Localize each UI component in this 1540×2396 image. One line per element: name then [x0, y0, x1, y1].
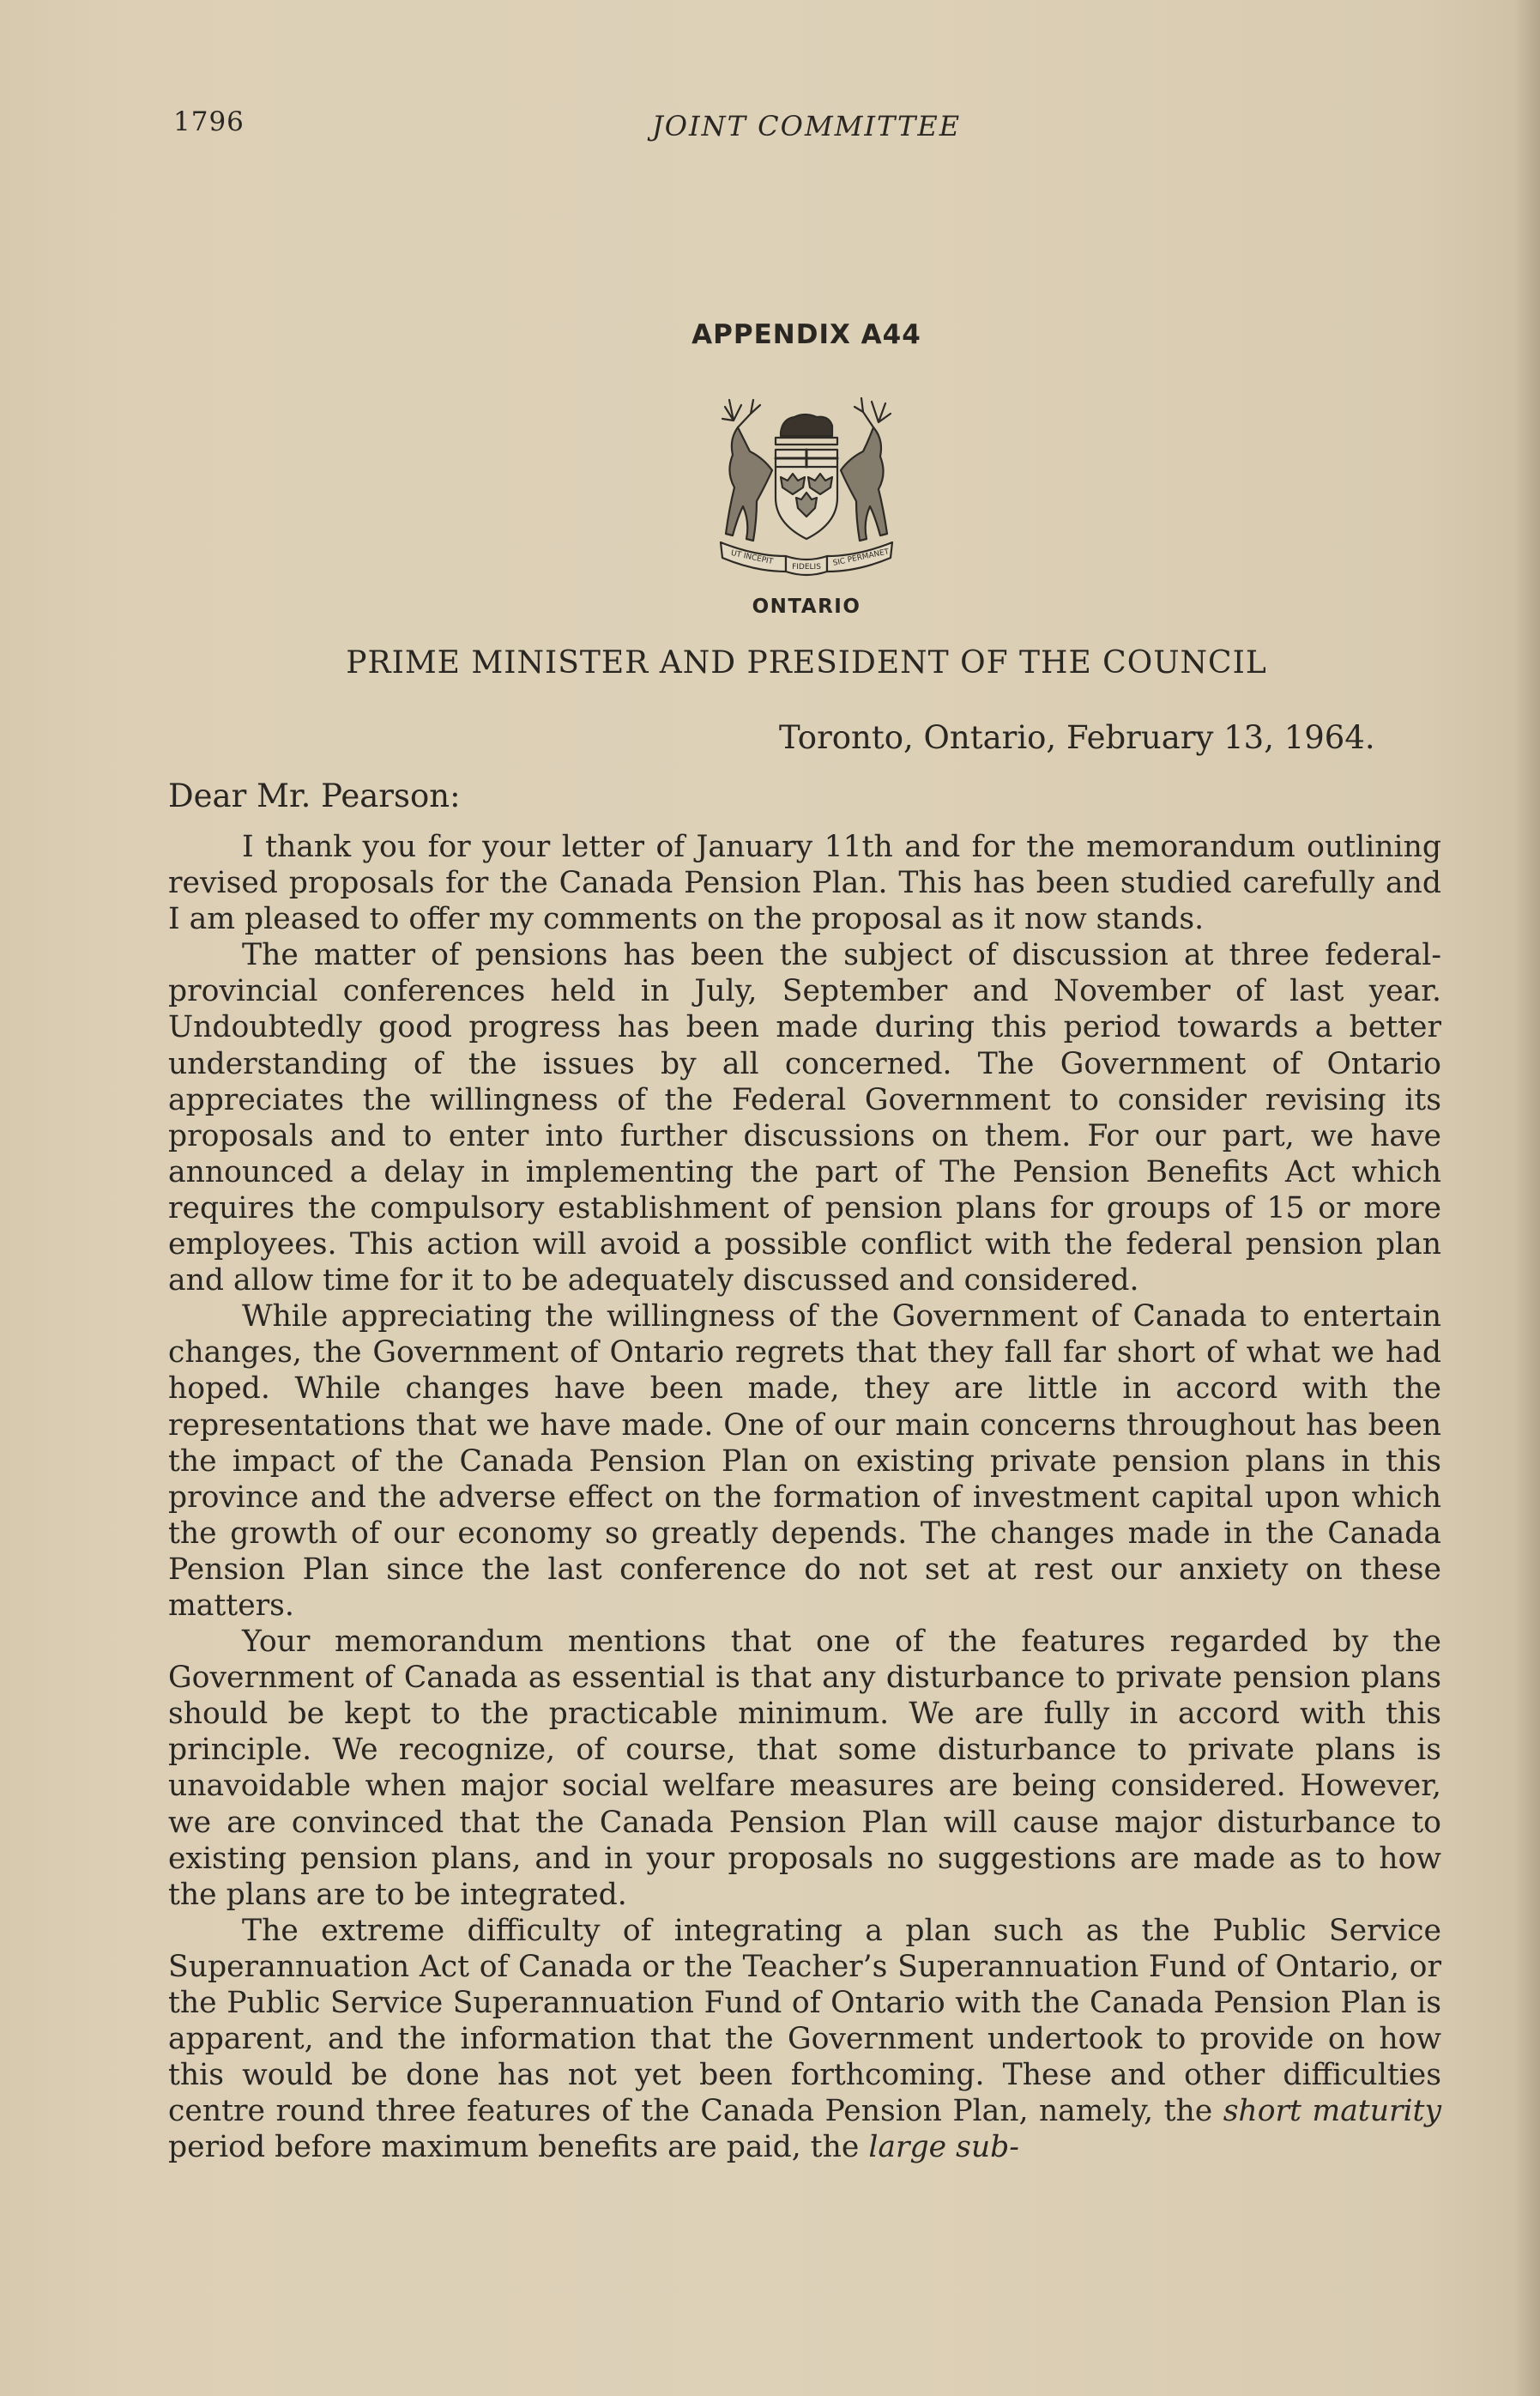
- letter-body: [168, 829, 1441, 2165]
- province-label: ONTARIO: [752, 596, 861, 618]
- page-edge-shadow: [1514, 0, 1540, 2396]
- crest-motto-left: UT INCEPIT: [729, 548, 774, 567]
- body-emphasis: large sub-: [868, 2130, 1019, 2165]
- crest-motto-right: SIC PERMANET: [831, 548, 891, 568]
- body-text-segment: period before maximum benefits are paid, the: [168, 2130, 869, 2165]
- body-text-segment: The extreme difficulty of integrating a plan such as the Public Service Superannuation Act of Canada or the Teacher’s Superannuation Fund of Ontario, or the Public Service Superannuation Fund of Ontario with the Canada Pension Plan is apparent, and the information that the Government undertook to provide on how this would be done has not yet been forthcoming. These and other difficulties centre round three features of the Canada Pension Plan, namely, the: [168, 1913, 1441, 2129]
- body-paragraph: Your memorandum mentions that one of the features regarded by the Government of Canada as essential is that any disturbance to private pension plans should be kept to the practicable minimum. We are fully in accord with this principle. We recognize, of course, that some disturbance to private plans is unavoidable when major social welfare measures are being considered. However, we are convinced that the Canada Pension Plan will cause major disturbance to existing pension plans, and in your proposals no suggestions are made as to how the plans are to be integrated.: [168, 1625, 1441, 1912]
- office-title: PRIME MINISTER AND PRESIDENT OF THE COUNCIL: [346, 645, 1267, 681]
- appendix-title: APPENDIX A44: [691, 319, 921, 350]
- page-number: 1796: [173, 106, 245, 137]
- letter-dateline: Toronto, Ontario, February 13, 1964.: [779, 719, 1375, 756]
- body-paragraph-last: [168, 1913, 1441, 2166]
- body-paragraph: While appreciating the willingness of the Government of Canada to entertain changes, the Government of Ontario regrets that they fall far short of what we had hoped. While changes have been made, they are little in accord with the representations that we have made. One of our main concerns throughout has been the impact of the Canada Pension Plan on existing private pension plans in this province and the adverse effect on the formation of investment capital upon which the growth of our economy so greatly depends. The changes made in the Canada Pension Plan since the last conference do not set at rest our anxiety on these matters.: [168, 1299, 1441, 1623]
- letter-salutation: Dear Mr. Pearson:: [168, 777, 461, 814]
- running-head: JOINT COMMITTEE: [651, 110, 962, 142]
- body-emphasis: short maturity: [1223, 2094, 1441, 2129]
- crest-motto-center: FIDELIS: [792, 563, 821, 572]
- ontario-coat-of-arms-icon: [704, 388, 909, 585]
- body-paragraph: I thank you for your letter of January 11th and for the memorandum outlining revised proposals for the Canada Pension Plan. This has been studied carefully and I am pleased to offer my comments on the proposal as it now stands.: [168, 830, 1441, 937]
- body-paragraph: The matter of pensions has been the subject of discussion at three federal-provincial conferences held in July, September and November of last year. Undoubtedly good progress has been made during this period towards a better understanding of the issues by all concerned. The Government of Ontario appreciates the willingness of the Federal Government to consider revising its proposals and to enter into further discussions on them. For our part, we have announced a delay in implementing the part of The Pension Benefits Act which requires the compulsory establishment of pension plans for groups of 15 or more employees. This action will avoid a possible conflict with the federal pension plan and allow time for it to be adequately discussed and considered.: [168, 938, 1441, 1298]
